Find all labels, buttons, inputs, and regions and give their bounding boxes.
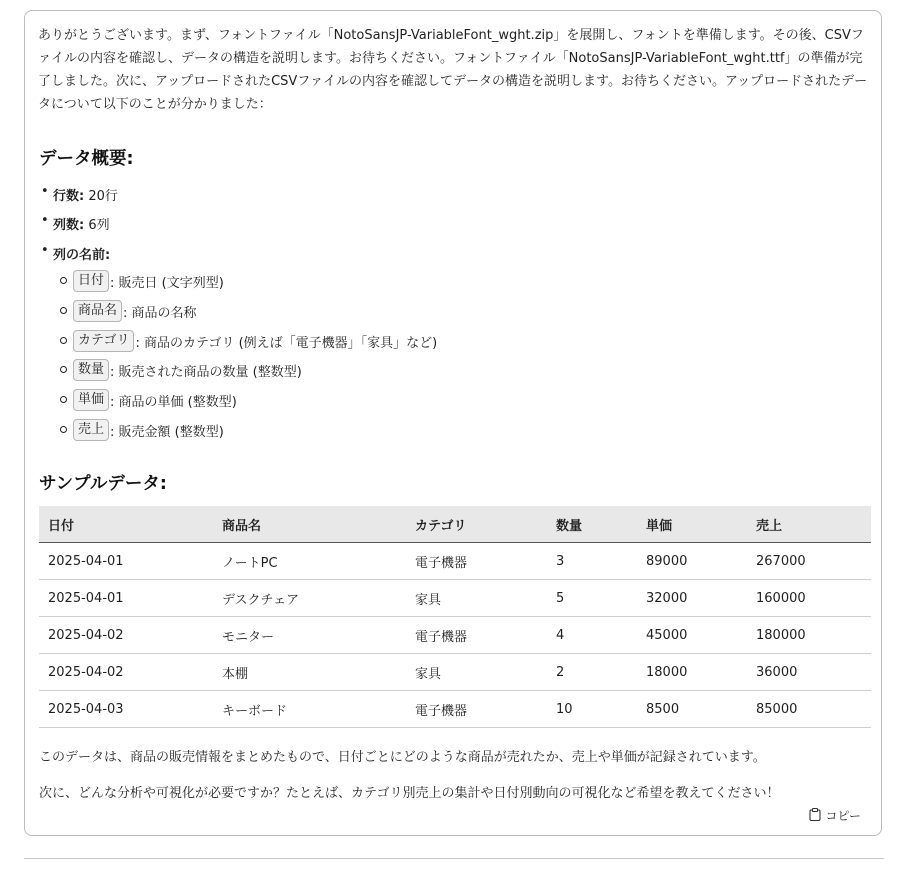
column-item [73,418,224,442]
message-divider [24,858,884,859]
column-item [73,329,437,353]
table-cell: 2025-04-02 [39,617,213,654]
table-header-cell: カテゴリ [406,506,547,543]
table-header-cell: 単価 [637,506,747,543]
column-item [73,299,197,323]
overview-heading: データ概要: [39,149,134,169]
circle-bullet-icon [60,426,67,433]
table-row [39,580,871,617]
table-cell: 2025-04-01 [39,543,213,580]
intro-text: ありがとうございます。まず、フォントファイル「NotoSansJP-VariableFont_wght.zip」を展開し、フォントを準備します。その後、CSVファイルの内容を確認し、データの構造を説明します。お待ちください。フォントファイル「NotoSansJP-VariableFont_wght.ttf」の準備が完了しました。次に、アップロードされたCSVファイルの内容を確認してデータの構造を説明します。お待ちください。アップロードされたデータについて以下のことが分かりました： [38,28,868,112]
column-name-code: 数量 [73,359,109,381]
copy-button[interactable] [809,807,861,824]
table-cell: 89000 [637,543,747,580]
table-cell: 85000 [747,691,871,728]
table-cell: 18000 [637,654,747,691]
circle-bullet-icon [60,307,67,314]
copy-label: コピー [825,809,861,823]
column-desc: : 販売金額 (整数型) [110,424,224,440]
column-item [73,358,302,382]
table-cell: 電子機器 [406,543,547,580]
table-cell: デスクチェア [213,580,406,617]
table-cell: 267000 [747,543,871,580]
assistant-message-card [24,10,882,836]
table-header-cell: 商品名 [213,506,406,543]
table-cell: 電子機器 [406,691,547,728]
stat-rows-label: 行数: [53,189,85,204]
stat-cols-label: 列数: [53,218,85,233]
table-cell: 本棚 [213,654,406,691]
circle-bullet-icon [60,337,67,344]
stat-rows [41,184,118,204]
table-header-cell: 数量 [547,506,637,543]
table-cell: ノートPC [213,543,406,580]
circle-bullet-icon [60,277,67,284]
table-cell: 45000 [637,617,747,654]
table-cell: 36000 [747,654,871,691]
table-cell: 家具 [406,654,547,691]
table-cell: 5 [547,580,637,617]
table-cell: 家具 [406,580,547,617]
table-cell: 8500 [637,691,747,728]
column-desc: : 商品の単価 (整数型) [110,394,237,410]
table-cell: 160000 [747,580,871,617]
column-name-code: 日付 [73,270,109,292]
table-row [39,617,871,654]
stat-cols [41,213,110,233]
table-cell: キーボード [213,691,406,728]
table-cell: 2025-04-03 [39,691,213,728]
column-desc: : 商品の名称 [123,305,197,321]
table-cell: 10 [547,691,637,728]
column-desc: : 販売日 (文字列型) [110,275,224,291]
stat-names [41,243,111,263]
bullet-icon: • [41,213,49,228]
circle-bullet-icon [60,366,67,373]
table-header-row [39,506,871,543]
circle-bullet-icon [60,396,67,403]
question-text: 次に、どんな分析や可視化が必要ですか？たとえば、カテゴリ別売上の集計や日付別動向の可視化など希望を教えてください！ [39,786,780,801]
table-row [39,543,871,580]
table-cell: 2 [547,654,637,691]
bullet-icon: • [41,243,49,258]
column-name-code: カテゴリ [73,330,134,352]
table-row [39,691,871,728]
column-name-code: 売上 [73,419,109,441]
column-item [73,388,237,412]
table-header-cell: 日付 [39,506,213,543]
column-desc: : 販売された商品の数量 (整数型) [110,364,302,380]
table-cell: 2025-04-02 [39,654,213,691]
table-cell: 180000 [747,617,871,654]
table-header-cell: 売上 [747,506,871,543]
column-name-code: 単価 [73,389,109,411]
clipboard-icon [809,808,821,824]
sample-data-table [39,506,871,728]
stat-names-label: 列の名前: [53,248,111,263]
column-name-code: 商品名 [73,300,122,322]
stat-cols-value: 6列 [88,218,110,233]
table-cell: 4 [547,617,637,654]
stat-rows-value: 20行 [88,189,118,204]
bullet-icon: • [41,184,49,199]
sample-heading: サンプルデータ: [39,474,167,494]
table-cell: 32000 [637,580,747,617]
column-desc: : 商品のカテゴリ (例えば「電子機器」「家具」など) [135,335,438,351]
table-cell: 3 [547,543,637,580]
table-cell: モニター [213,617,406,654]
table-cell: 電子機器 [406,617,547,654]
table-cell: 2025-04-01 [39,580,213,617]
summary-text: このデータは、商品の販売情報をまとめたもので、日付ごとにどのような商品が売れたか、売上や単価が記録されています。 [39,750,766,765]
column-item [73,269,224,293]
table-row [39,654,871,691]
